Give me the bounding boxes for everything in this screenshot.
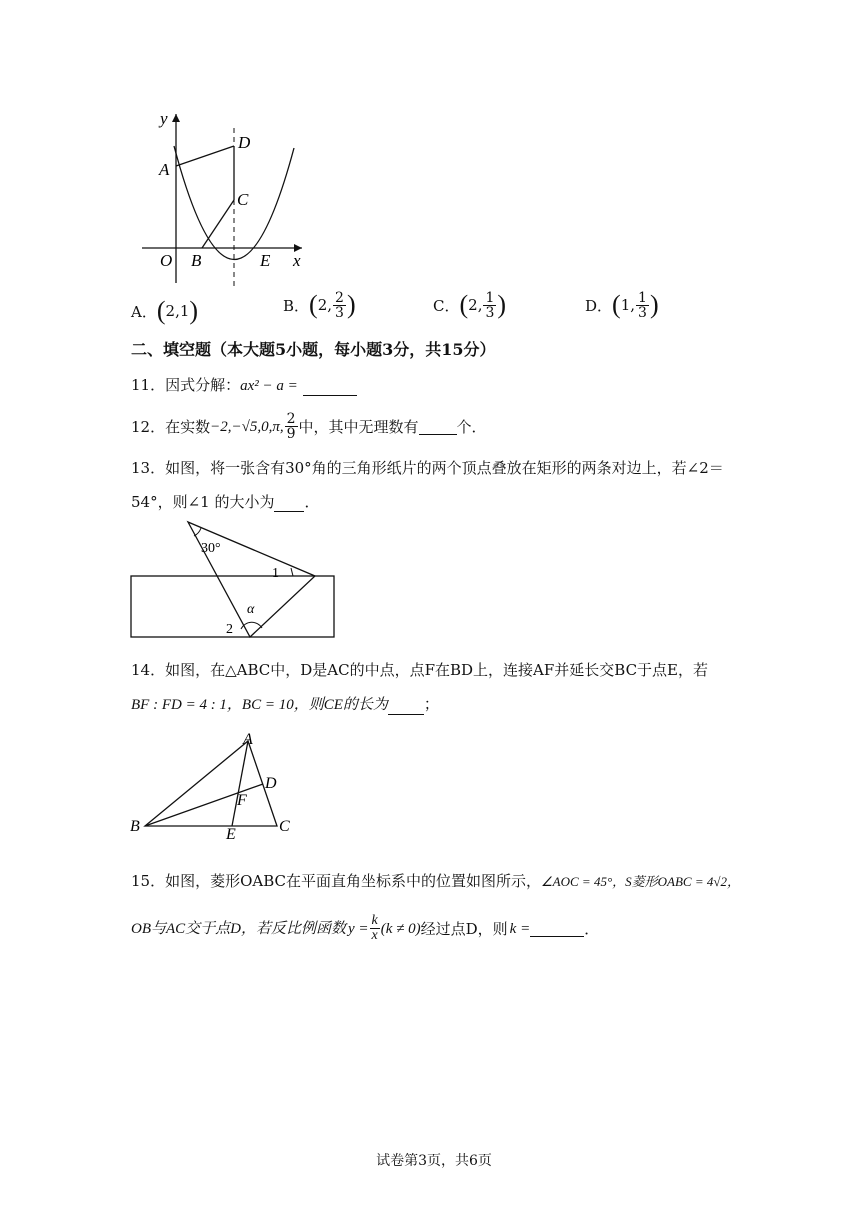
- fig13-30deg: 30°: [201, 541, 221, 556]
- fig14-C: C: [279, 818, 290, 835]
- q14-figure: [127, 728, 302, 840]
- fig10-y: y: [160, 109, 168, 128]
- question-13-line1: 13．如图，将一张含有30°角的三角形纸片的两个顶点叠放在矩形的两条对边上，若∠2＝: [131, 459, 724, 477]
- q10-figure: [130, 108, 320, 293]
- question-15-line1: 15．如图，菱形OABC在平面直角坐标系中的位置如图所示，∠AOC = 45°，S菱形OABC = 4√2，: [131, 872, 741, 890]
- fig14-E: E: [226, 826, 236, 840]
- fig14-B: B: [130, 818, 140, 835]
- q14-answer-blank[interactable]: [388, 698, 424, 715]
- fig10-D: D: [238, 133, 251, 152]
- option-d[interactable]: D． ( 1 , $\frac{1}{3}$ ): [585, 289, 659, 321]
- fig14-A: A: [243, 731, 253, 748]
- q13-answer-blank[interactable]: [274, 495, 304, 512]
- page-footer: 试卷第3页，共6页: [376, 1153, 492, 1169]
- question-12: 12． 在实数 −2,−√5,0,π, $\frac{2}{9}$ 中，其中无理数有 个．: [131, 411, 487, 442]
- option-a[interactable]: A． ( 2 , 1 ): [131, 296, 199, 325]
- fig13-angle2: 2: [226, 622, 233, 637]
- fig10-A: A: [159, 160, 170, 179]
- option-c[interactable]: C． ( 2 , $\frac{1}{3}$ ): [433, 289, 507, 321]
- fig14-D: D: [265, 775, 277, 792]
- fig10-C: C: [237, 190, 249, 209]
- fig10-E: E: [260, 251, 271, 270]
- section-2-title: 二、填空题（本大题5小题，每小题3分，共15分）: [131, 340, 496, 359]
- q15-answer-blank[interactable]: [530, 920, 584, 937]
- question-13-line2: 54°，则∠1 的大小为 ．: [131, 493, 320, 511]
- fig13-alpha: α: [247, 602, 255, 617]
- q12-answer-blank[interactable]: [419, 418, 457, 435]
- fig10-O: O: [160, 251, 173, 270]
- fig10-B: B: [191, 251, 202, 270]
- option-b[interactable]: B． ( 2 , $\frac{2}{3}$ ): [283, 289, 356, 321]
- question-15-line2: OB与AC交于点D，若反比例函数 y = $\frac{k}{x}$ (k ≠ 0) 经过点D，则 k = ．: [131, 913, 600, 943]
- question-14-line1: 14．如图，在△ABC中，D是AC的中点，点F在BD上，连接AF并延长交BC于点E，若: [131, 661, 709, 679]
- fig13-angle1: 1: [272, 566, 279, 581]
- fig10-x: x: [293, 251, 301, 270]
- question-11: 11．因式分解：ax² − a =: [131, 375, 357, 396]
- fig14-F: F: [237, 792, 247, 809]
- q11-answer-blank[interactable]: [303, 379, 357, 396]
- q13-figure: [128, 518, 340, 643]
- question-14-line2: BF : FD = 4 : 1，BC = 10，则CE的长为 ；: [131, 695, 439, 713]
